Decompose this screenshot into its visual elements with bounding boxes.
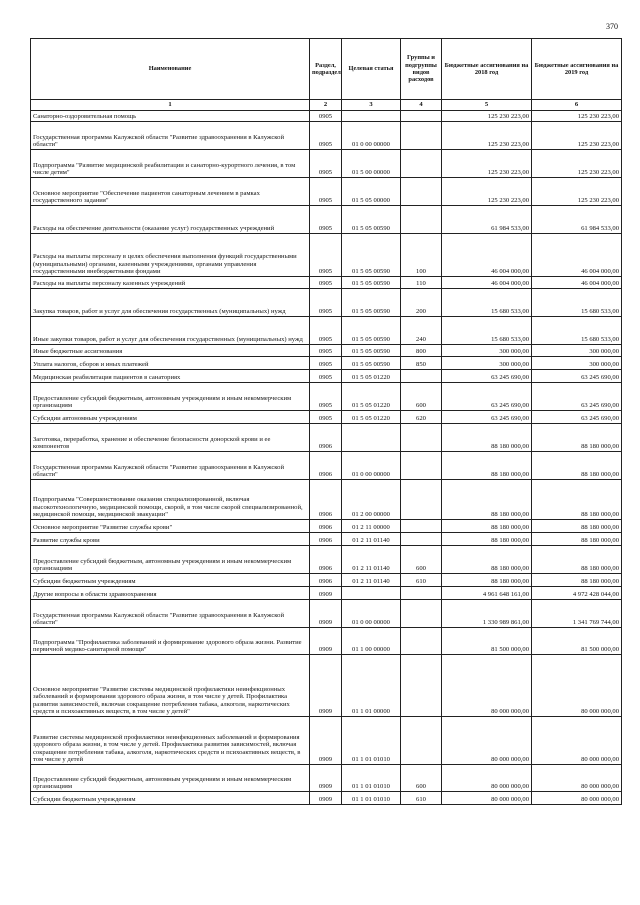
row-alloc-2018: 125 230 223,00 xyxy=(442,150,532,178)
row-alloc-2018: 88 180 000,00 xyxy=(442,533,532,546)
row-expense-group: 600 xyxy=(401,765,442,792)
row-expense-group xyxy=(401,520,442,533)
row-name: Санаторно-оздоровительная помощь xyxy=(31,111,310,122)
row-name: Предоставление субсидий бюджетным, автономным учреждениям и иным некоммерческим организациям xyxy=(31,765,310,792)
row-target-article: 01 0 00 00000 xyxy=(342,122,401,150)
column-number: 2 xyxy=(310,100,342,111)
row-name: Расходы на выплаты персоналу в целях обеспечения выполнения функций государственными (муниципальными) органами, казенными учреждениями, органами управления государственными внебюджетными фондами xyxy=(31,234,310,277)
header-groups: Группы и подгруппы видов расходов xyxy=(401,39,442,100)
row-alloc-2018: 63 245 690,00 xyxy=(442,411,532,424)
column-number: 1 xyxy=(31,100,310,111)
row-section: 0909 xyxy=(310,792,342,805)
row-alloc-2018: 300 000,00 xyxy=(442,345,532,357)
row-alloc-2018: 300 000,00 xyxy=(442,357,532,370)
row-target-article: 01 2 00 00000 xyxy=(342,480,401,520)
row-expense-group xyxy=(401,150,442,178)
row-section: 0905 xyxy=(310,234,342,277)
row-name: Субсидии бюджетным учреждениям xyxy=(31,792,310,805)
row-section: 0906 xyxy=(310,533,342,546)
table-row xyxy=(31,655,622,717)
header-section: Раздел, подраздел xyxy=(310,39,342,100)
row-alloc-2018: 88 180 000,00 xyxy=(442,520,532,533)
row-target-article: 01 1 01 01010 xyxy=(342,717,401,765)
row-section: 0905 xyxy=(310,178,342,206)
row-expense-group xyxy=(401,452,442,480)
table-row xyxy=(31,574,622,587)
row-section: 0909 xyxy=(310,600,342,628)
row-target-article: 01 5 05 01220 xyxy=(342,383,401,411)
row-section: 0905 xyxy=(310,345,342,357)
row-target-article: 01 5 05 00590 xyxy=(342,357,401,370)
row-alloc-2019: 80 000 000,00 xyxy=(532,717,622,765)
row-alloc-2018: 88 180 000,00 xyxy=(442,424,532,452)
row-expense-group: 200 xyxy=(401,289,442,317)
row-name: Иные закупки товаров, работ и услуг для обеспечения государственных (муниципальных) нужд xyxy=(31,317,310,345)
row-alloc-2018: 63 245 690,00 xyxy=(442,383,532,411)
column-number: 6 xyxy=(532,100,622,111)
row-alloc-2019: 63 245 690,00 xyxy=(532,411,622,424)
header-target: Целевая статья xyxy=(342,39,401,100)
header-name: Наименование xyxy=(31,39,310,100)
table-row xyxy=(31,587,622,600)
row-name: Подпрограмма "Профилактика заболеваний и формирование здорового образа жизни. Развитие первичной медико-санитарной помощи" xyxy=(31,628,310,655)
row-target-article xyxy=(342,111,401,122)
row-alloc-2019: 300 000,00 xyxy=(532,357,622,370)
row-target-article: 01 2 11 00000 xyxy=(342,520,401,533)
row-expense-group xyxy=(401,480,442,520)
table-row xyxy=(31,370,622,383)
page-number: 370 xyxy=(606,22,618,31)
row-target-article: 01 5 05 00590 xyxy=(342,206,401,234)
row-target-article: 01 5 05 00590 xyxy=(342,345,401,357)
row-target-article xyxy=(342,424,401,452)
row-alloc-2018: 46 004 000,00 xyxy=(442,277,532,289)
table-row xyxy=(31,546,622,574)
row-alloc-2018: 125 230 223,00 xyxy=(442,122,532,150)
row-alloc-2018: 63 245 690,00 xyxy=(442,370,532,383)
row-target-article: 01 0 00 00000 xyxy=(342,452,401,480)
table-row xyxy=(31,383,622,411)
row-section: 0906 xyxy=(310,574,342,587)
row-expense-group xyxy=(401,370,442,383)
row-alloc-2018: 61 984 533,00 xyxy=(442,206,532,234)
row-alloc-2018: 1 330 989 861,00 xyxy=(442,600,532,628)
row-section: 0905 xyxy=(310,277,342,289)
row-expense-group: 610 xyxy=(401,792,442,805)
header-alloc-2018: Бюджетные ассигнования на 2018 год xyxy=(442,39,532,100)
row-alloc-2019: 15 680 533,00 xyxy=(532,289,622,317)
row-section: 0905 xyxy=(310,370,342,383)
row-alloc-2018: 125 230 223,00 xyxy=(442,178,532,206)
row-name: Закупка товаров, работ и услуг для обеспечения государственных (муниципальных) нужд xyxy=(31,289,310,317)
row-target-article: 01 5 05 00590 xyxy=(342,234,401,277)
row-name: Развитие службы крови xyxy=(31,533,310,546)
table-row xyxy=(31,357,622,370)
table-row xyxy=(31,452,622,480)
row-name: Субсидии автономным учреждениям xyxy=(31,411,310,424)
row-alloc-2019: 125 230 223,00 xyxy=(532,150,622,178)
table-row xyxy=(31,289,622,317)
table-row xyxy=(31,317,622,345)
row-name: Основное мероприятие "Развитие службы крови" xyxy=(31,520,310,533)
row-target-article: 01 5 05 00590 xyxy=(342,277,401,289)
row-expense-group: 620 xyxy=(401,411,442,424)
row-name: Государственная программа Калужской области "Развитие здравоохранения в Калужской области" xyxy=(31,600,310,628)
row-section: 0905 xyxy=(310,206,342,234)
table-body xyxy=(31,111,622,805)
row-target-article: 01 5 05 01220 xyxy=(342,411,401,424)
row-section: 0905 xyxy=(310,122,342,150)
row-alloc-2019: 88 180 000,00 xyxy=(532,480,622,520)
table-row xyxy=(31,277,622,289)
row-name: Другие вопросы в области здравоохранения xyxy=(31,587,310,600)
row-alloc-2019: 46 004 000,00 xyxy=(532,277,622,289)
row-target-article: 01 1 00 00000 xyxy=(342,628,401,655)
row-section: 0906 xyxy=(310,520,342,533)
row-expense-group: 850 xyxy=(401,357,442,370)
row-alloc-2019: 88 180 000,00 xyxy=(532,452,622,480)
row-alloc-2019: 88 180 000,00 xyxy=(532,533,622,546)
row-name: Уплата налогов, сборов и иных платежей xyxy=(31,357,310,370)
row-alloc-2019: 80 000 000,00 xyxy=(532,765,622,792)
column-number: 4 xyxy=(401,100,442,111)
row-expense-group xyxy=(401,533,442,546)
row-alloc-2018: 4 961 648 161,00 xyxy=(442,587,532,600)
table-row xyxy=(31,178,622,206)
row-target-article: 01 2 11 01140 xyxy=(342,574,401,587)
table-row xyxy=(31,111,622,122)
row-expense-group xyxy=(401,717,442,765)
header-alloc-2019: Бюджетные ассигнования на 2019 год xyxy=(532,39,622,100)
row-target-article: 01 5 05 00590 xyxy=(342,317,401,345)
row-name: Предоставление субсидий бюджетным, автономным учреждениям и иным некоммерческим организациям xyxy=(31,546,310,574)
table-row xyxy=(31,150,622,178)
row-section: 0905 xyxy=(310,111,342,122)
row-alloc-2019: 125 230 223,00 xyxy=(532,111,622,122)
table-row xyxy=(31,717,622,765)
row-alloc-2019: 4 972 428 044,00 xyxy=(532,587,622,600)
row-expense-group xyxy=(401,206,442,234)
row-alloc-2019: 88 180 000,00 xyxy=(532,424,622,452)
row-alloc-2018: 80 000 000,00 xyxy=(442,655,532,717)
row-section: 0905 xyxy=(310,357,342,370)
row-alloc-2018: 15 680 533,00 xyxy=(442,317,532,345)
row-section: 0909 xyxy=(310,655,342,717)
row-expense-group: 240 xyxy=(401,317,442,345)
row-alloc-2019: 125 230 223,00 xyxy=(532,122,622,150)
row-name: Субсидии бюджетным учреждениям xyxy=(31,574,310,587)
row-section: 0905 xyxy=(310,289,342,317)
row-expense-group xyxy=(401,655,442,717)
header-row xyxy=(31,39,622,100)
row-expense-group: 600 xyxy=(401,546,442,574)
row-name: Иные бюджетные ассигнования xyxy=(31,345,310,357)
row-name: Подпрограмма "Совершенствование оказания специализированной, включая высокотехнологичную, медицинской помощи, скорой, в том числе скорой специализированной, медицинской помощи, медицинской эвакуации" xyxy=(31,480,310,520)
column-number-row xyxy=(31,100,622,111)
row-target-article: 01 5 05 01220 xyxy=(342,370,401,383)
row-alloc-2019: 63 245 690,00 xyxy=(532,383,622,411)
row-alloc-2018: 81 500 000,00 xyxy=(442,628,532,655)
row-alloc-2019: 46 004 000,00 xyxy=(532,234,622,277)
row-name: Расходы на выплаты персоналу казенных учреждений xyxy=(31,277,310,289)
row-alloc-2019: 80 000 000,00 xyxy=(532,792,622,805)
row-name: Подпрограмма "Развитие медицинской реабилитации и санаторно-курортного лечения, в том числе детям" xyxy=(31,150,310,178)
row-section: 0909 xyxy=(310,717,342,765)
table-row xyxy=(31,520,622,533)
budget-table xyxy=(30,38,622,805)
row-target-article: 01 2 11 01140 xyxy=(342,546,401,574)
row-target-article: 01 1 01 00000 xyxy=(342,655,401,717)
row-name: Развитие системы медицинской профилактики неинфекционных заболеваний и формирования здорового образа жизни, в том числе у детей. Профилактика развития зависимостей, включая сокращение потребления табака, алкоголя, наркотических средств и психоактивных веществ, в том числе у детей xyxy=(31,717,310,765)
column-number: 3 xyxy=(342,100,401,111)
row-alloc-2019: 88 180 000,00 xyxy=(532,546,622,574)
table-row xyxy=(31,533,622,546)
table-row xyxy=(31,792,622,805)
row-expense-group xyxy=(401,122,442,150)
row-alloc-2019: 300 000,00 xyxy=(532,345,622,357)
row-target-article: 01 1 01 01010 xyxy=(342,765,401,792)
row-section: 0906 xyxy=(310,452,342,480)
table-row xyxy=(31,600,622,628)
row-expense-group xyxy=(401,424,442,452)
row-alloc-2019: 15 680 533,00 xyxy=(532,317,622,345)
row-section: 0906 xyxy=(310,424,342,452)
row-section: 0909 xyxy=(310,587,342,600)
row-alloc-2019: 81 500 000,00 xyxy=(532,628,622,655)
row-expense-group: 800 xyxy=(401,345,442,357)
row-alloc-2019: 88 180 000,00 xyxy=(532,520,622,533)
row-section: 0905 xyxy=(310,383,342,411)
table-row xyxy=(31,628,622,655)
table-row xyxy=(31,424,622,452)
row-alloc-2018: 88 180 000,00 xyxy=(442,480,532,520)
row-alloc-2019: 88 180 000,00 xyxy=(532,574,622,587)
row-name: Медицинская реабилитация пациентов в санаториях xyxy=(31,370,310,383)
row-name: Государственная программа Калужской области "Развитие здравоохранения в Калужской области" xyxy=(31,122,310,150)
row-alloc-2019: 63 245 690,00 xyxy=(532,370,622,383)
row-alloc-2019: 61 984 533,00 xyxy=(532,206,622,234)
table-row xyxy=(31,122,622,150)
row-name: Основное мероприятие "Обеспечение пациентов санаторным лечением в рамках государственного задания" xyxy=(31,178,310,206)
table-row xyxy=(31,480,622,520)
row-target-article: 01 5 05 00000 xyxy=(342,178,401,206)
row-alloc-2019: 125 230 223,00 xyxy=(532,178,622,206)
table-row xyxy=(31,765,622,792)
row-section: 0905 xyxy=(310,317,342,345)
row-expense-group: 610 xyxy=(401,574,442,587)
row-target-article: 01 5 00 00000 xyxy=(342,150,401,178)
row-alloc-2019: 80 000 000,00 xyxy=(532,655,622,717)
row-expense-group: 110 xyxy=(401,277,442,289)
row-target-article: 01 2 11 01140 xyxy=(342,533,401,546)
table-row xyxy=(31,345,622,357)
row-name: Предоставление субсидий бюджетным, автономным учреждениям и иным некоммерческим организациям xyxy=(31,383,310,411)
row-alloc-2018: 80 000 000,00 xyxy=(442,792,532,805)
row-expense-group xyxy=(401,628,442,655)
row-alloc-2018: 15 680 533,00 xyxy=(442,289,532,317)
row-alloc-2018: 88 180 000,00 xyxy=(442,452,532,480)
column-number: 5 xyxy=(442,100,532,111)
row-name: Заготовка, переработка, хранение и обеспечение безопасности донорской крови и ее компонентов xyxy=(31,424,310,452)
row-expense-group xyxy=(401,178,442,206)
row-alloc-2019: 1 341 769 744,00 xyxy=(532,600,622,628)
row-name: Основное мероприятие "Развитие системы медицинской профилактики неинфекционных заболеваний и формирования здорового образа жизни, в том числе у детей. Профилактика развития зависимостей, включая сокращение потребления табака, алкоголя, наркотических средств и психоактивных веществ, в том числе у детей" xyxy=(31,655,310,717)
row-section: 0905 xyxy=(310,411,342,424)
row-name: Расходы на обеспечение деятельности (оказание услуг) государственных учреждений xyxy=(31,206,310,234)
row-expense-group xyxy=(401,111,442,122)
row-target-article: 01 0 00 00000 xyxy=(342,600,401,628)
row-section: 0906 xyxy=(310,480,342,520)
row-section: 0909 xyxy=(310,765,342,792)
row-alloc-2018: 80 000 000,00 xyxy=(442,717,532,765)
row-expense-group xyxy=(401,587,442,600)
row-section: 0905 xyxy=(310,150,342,178)
row-section: 0909 xyxy=(310,628,342,655)
table-row xyxy=(31,206,622,234)
row-target-article: 01 5 05 00590 xyxy=(342,289,401,317)
row-section: 0906 xyxy=(310,546,342,574)
row-target-article: 01 1 01 01010 xyxy=(342,792,401,805)
row-alloc-2018: 88 180 000,00 xyxy=(442,574,532,587)
row-alloc-2018: 125 230 223,00 xyxy=(442,111,532,122)
row-expense-group: 600 xyxy=(401,383,442,411)
row-alloc-2018: 80 000 000,00 xyxy=(442,765,532,792)
row-name: Государственная программа Калужской области "Развитие здравоохранения в Калужской области" xyxy=(31,452,310,480)
table-row xyxy=(31,234,622,277)
row-target-article xyxy=(342,587,401,600)
row-alloc-2018: 46 004 000,00 xyxy=(442,234,532,277)
row-alloc-2018: 88 180 000,00 xyxy=(442,546,532,574)
row-expense-group xyxy=(401,600,442,628)
table-row xyxy=(31,411,622,424)
row-expense-group: 100 xyxy=(401,234,442,277)
